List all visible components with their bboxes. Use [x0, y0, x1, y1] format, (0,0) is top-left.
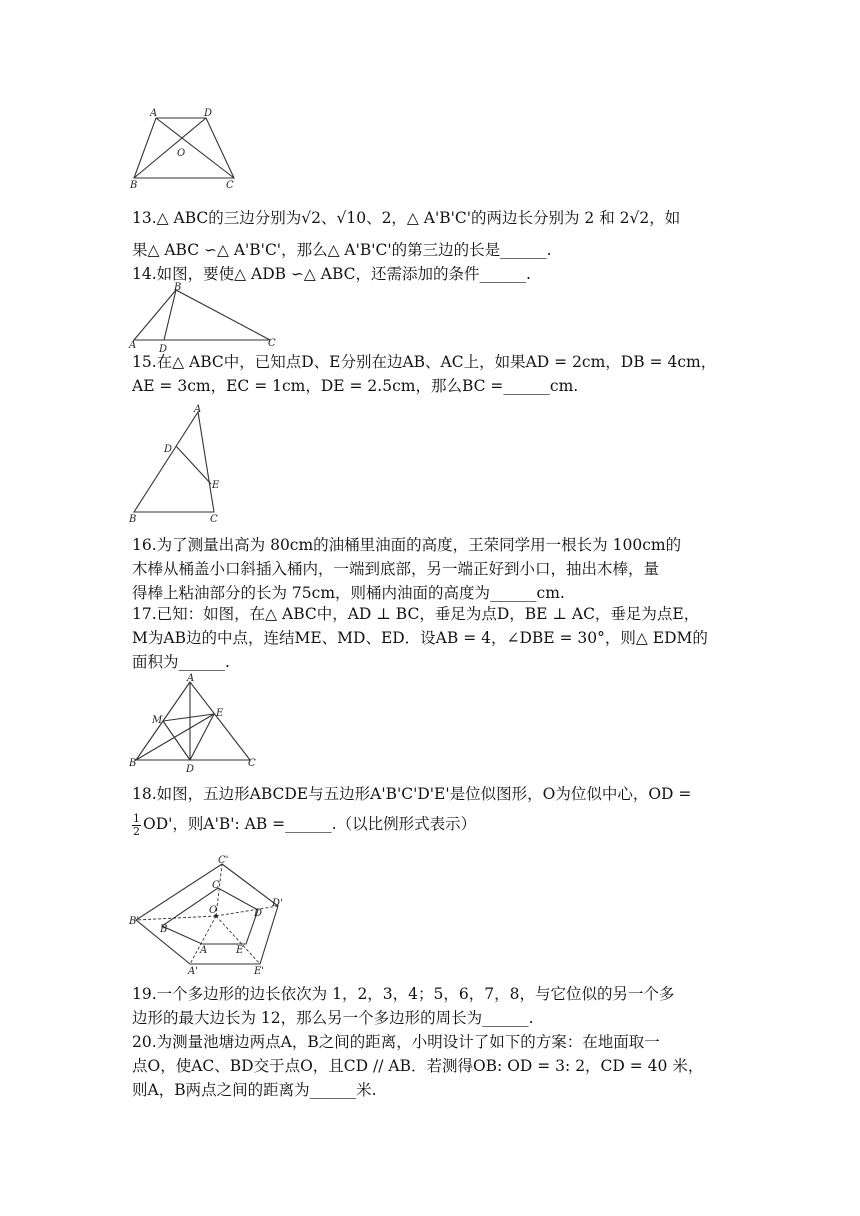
q13-line1: 13.△ ABC的三边分别为√2、√10、2，△ A'B'C'的两边长分别为 2 和 2√2，如 [132, 209, 681, 227]
q20-line3: 则A，B两点之间的距离为______米. [132, 1081, 377, 1099]
label-B: B [129, 758, 137, 769]
label-M: M [152, 715, 163, 726]
q16-line3: 得棒上粘油部分的长为 75cm，则桶内油面的高度为______cm. [132, 584, 565, 602]
frac-denominator: 2 [133, 824, 140, 838]
q19-line1: 19.一个多边形的边长依次为 1，2，3，4；5，6，7，8，与它位似的另一个多 [132, 985, 675, 1003]
question-13 [132, 206, 732, 262]
label-D-prime: D' [272, 898, 283, 909]
triangle-edm-figure [126, 672, 266, 778]
trapezoid-figure [126, 104, 246, 194]
question-18 [132, 782, 732, 838]
label-A: A [129, 340, 137, 351]
q16-line1: 16.为了测量出高为 80cm的油桶里油面的高度，王荣同学用一根长为 100cm的 [132, 536, 682, 554]
label-D: D [186, 764, 195, 775]
label-B: B [160, 924, 168, 935]
question-16 [132, 533, 732, 605]
question-19 [132, 982, 732, 1030]
label-O: O [177, 148, 186, 159]
q18-line2: OD'，则A'B': AB =______.（以比例形式表示） [143, 815, 477, 833]
q15-line2: AE = 3cm，EC = 1cm，DE = 2.5cm，那么BC =______cm. [132, 377, 579, 395]
label-A: A [187, 673, 195, 684]
label-A: A [194, 404, 202, 415]
q20-line1: 20.为测量池塘边两点A，B之间的距离，小明设计了如下的方案：在地面取一 [132, 1033, 660, 1051]
frac-numerator: 1 [133, 811, 140, 825]
label-D: D [164, 444, 173, 455]
label-D: D [254, 908, 263, 919]
q14-line1: 14.如图，要使△ ADB ∽△ ABC，还需添加的条件______. [132, 265, 531, 283]
label-C: C [226, 180, 234, 191]
q18-line2-wrap [132, 812, 732, 838]
label-O: O [209, 905, 218, 916]
fraction-one-half [132, 813, 141, 838]
label-C-prime: C' [218, 855, 229, 866]
label-C: C [268, 338, 276, 349]
triangle-adb-figure [126, 282, 286, 354]
label-E: E [212, 480, 220, 491]
q13-line2: 果△ ABC ∽△ A'B'C'，那么△ A'B'C'的第三边的长是______. [132, 241, 552, 259]
triangle-de-figure [126, 400, 236, 526]
q20-line2: 点O，使AC、BD交于点O，且CD // AB．若测得OB: OD = 3: 2，CD = 40 米， [132, 1057, 704, 1075]
label-B: B [174, 282, 182, 293]
label-E: E [216, 708, 224, 719]
question-20 [132, 1030, 732, 1102]
label-A: A [150, 108, 158, 119]
q17-line2: M为AB边的中点，连结ME、MD、ED．设AB = 4，∠DBE = 30°，则△ EDM的 [132, 629, 708, 647]
label-B: B [129, 514, 137, 525]
q18-line1: 18.如图，五边形ABCDE与五边形A'B'C'D'E'是位似图形，O为位似中心，OD = [132, 785, 692, 803]
label-D: D [204, 108, 213, 119]
question-15 [132, 350, 732, 398]
question-17 [132, 602, 732, 674]
label-C: C [210, 514, 218, 525]
label-B-prime: B' [129, 916, 140, 927]
label-B: B [130, 180, 138, 191]
label-A: A [200, 945, 208, 956]
q17-line1: 17.已知：如图，在△ ABC中，AD ⊥ BC，垂足为点D，BE ⊥ AC，垂足为点E， [132, 605, 700, 623]
q16-line2: 木棒从桶盖小口斜插入桶内，一端到底部，另一端正好到小口，抽出木棒，量 [132, 560, 660, 578]
q19-line2: 边形的最大边长为 12，那么另一个多边形的周长为______. [132, 1009, 534, 1027]
label-A-prime: A' [188, 966, 198, 977]
label-E: E [236, 945, 244, 956]
label-C: C [212, 880, 220, 891]
q17-line3: 面积为______. [132, 653, 230, 671]
label-D: D [159, 344, 168, 354]
pentagon-homothety-figure [126, 854, 296, 978]
label-C: C [248, 758, 256, 769]
q15-line1: 15.在△ ABC中，已知点D、E分别在边AB、AC上，如果AD = 2cm，DB = 4cm， [132, 353, 717, 371]
label-E-prime: E' [254, 966, 265, 977]
